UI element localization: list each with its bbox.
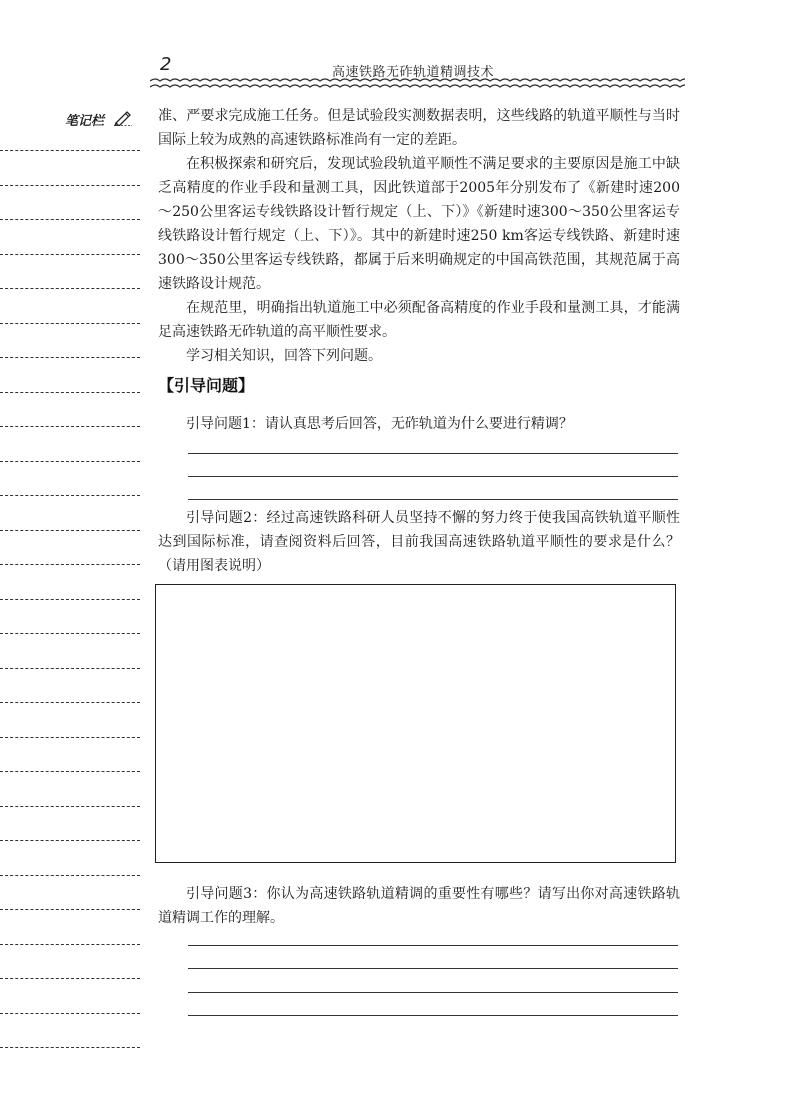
notes-line[interactable] [0, 530, 140, 531]
notes-line[interactable] [0, 323, 140, 324]
body-paragraph: 在积极探索和研究后，发现试验段轨道平顺性不满足要求的主要原因是施工中缺乏高精度的作业手段和量测工具，因此铁道部于2005年分别发布了《新建时速200～250公里客运专线铁路设计暂行规定（上、下）》《新建时速300～350公里客运专线铁路设计暂行规定（上、下）》。其中的新建时速250 km客运专线铁路、新建时速300～350公里客运专线铁路，都属于后来明确规定的中国高铁范围，其规范属于高速铁路设计规范。 [158, 156, 680, 292]
notes-line[interactable] [0, 426, 140, 427]
notes-line[interactable] [0, 633, 140, 634]
notes-line[interactable] [0, 495, 140, 496]
notes-line[interactable] [0, 978, 140, 979]
answer-line[interactable] [188, 968, 678, 969]
answer-line[interactable] [188, 499, 678, 500]
notes-line[interactable] [0, 392, 140, 393]
notes-line[interactable] [0, 357, 140, 358]
notes-line[interactable] [0, 599, 140, 600]
guiding-question-1: 引导问题1：请认真思考后回答，无砟轨道为什么要进行精调？ [186, 416, 573, 432]
notes-line[interactable] [0, 185, 140, 186]
answer-box[interactable] [155, 584, 676, 863]
guiding-question-3: 引导问题3：你认为高速铁路轨道精调的重要性有哪些？请写出你对高速铁路轨道精调工作的理解。 [158, 886, 680, 926]
body-paragraph: 准、严要求完成施工任务。但是试验段实测数据表明，这些线路的轨道平顺性与当时国际上较为成熟的高速铁路标准尚有一定的差距。 [158, 108, 680, 148]
notes-line[interactable] [0, 909, 140, 910]
body-paragraph: 在规范里，明确指出轨道施工中必须配备高精度的作业手段和量测工具，才能满足高速铁路无砟轨道的高平顺性要求。 [158, 300, 680, 340]
notes-line[interactable] [0, 461, 140, 462]
page-number: 2 [160, 54, 172, 75]
notes-line[interactable] [0, 875, 140, 876]
guiding-question-2: 引导问题2：经过高速铁路科研人员坚持不懈的努力终于使我国高铁轨道平顺性达到国际标准，请查阅资料后回答，目前我国高速铁路轨道平顺性的要求是什么？（请用图表说明） [158, 510, 680, 574]
notes-line[interactable] [0, 840, 140, 841]
notes-column-label: 笔记栏 [65, 114, 105, 129]
notes-line[interactable] [0, 219, 140, 220]
answer-line[interactable] [188, 476, 678, 477]
pencil-icon [113, 108, 133, 126]
notes-line[interactable] [0, 771, 140, 772]
notes-line[interactable] [0, 1047, 140, 1048]
body-paragraph: 学习相关知识，回答下列问题。 [186, 348, 382, 364]
answer-line[interactable] [188, 1015, 678, 1016]
header-wave-divider [150, 78, 685, 90]
notes-line[interactable] [0, 668, 140, 669]
notes-line[interactable] [0, 737, 140, 738]
answer-line[interactable] [188, 992, 678, 993]
notes-line[interactable] [0, 806, 140, 807]
answer-line[interactable] [188, 945, 678, 946]
notes-line[interactable] [0, 944, 140, 945]
notes-line[interactable] [0, 702, 140, 703]
answer-line[interactable] [188, 453, 678, 454]
notes-line[interactable] [0, 564, 140, 565]
section-heading: 【引导问题】 [158, 376, 255, 395]
notes-column-lines [0, 150, 140, 1090]
body-text [158, 104, 680, 368]
notes-line[interactable] [0, 254, 140, 255]
notes-line[interactable] [0, 288, 140, 289]
running-header-title: 高速铁路无砟轨道精调技术 [332, 65, 495, 80]
notes-line[interactable] [0, 150, 140, 151]
notes-line[interactable] [0, 1013, 140, 1014]
